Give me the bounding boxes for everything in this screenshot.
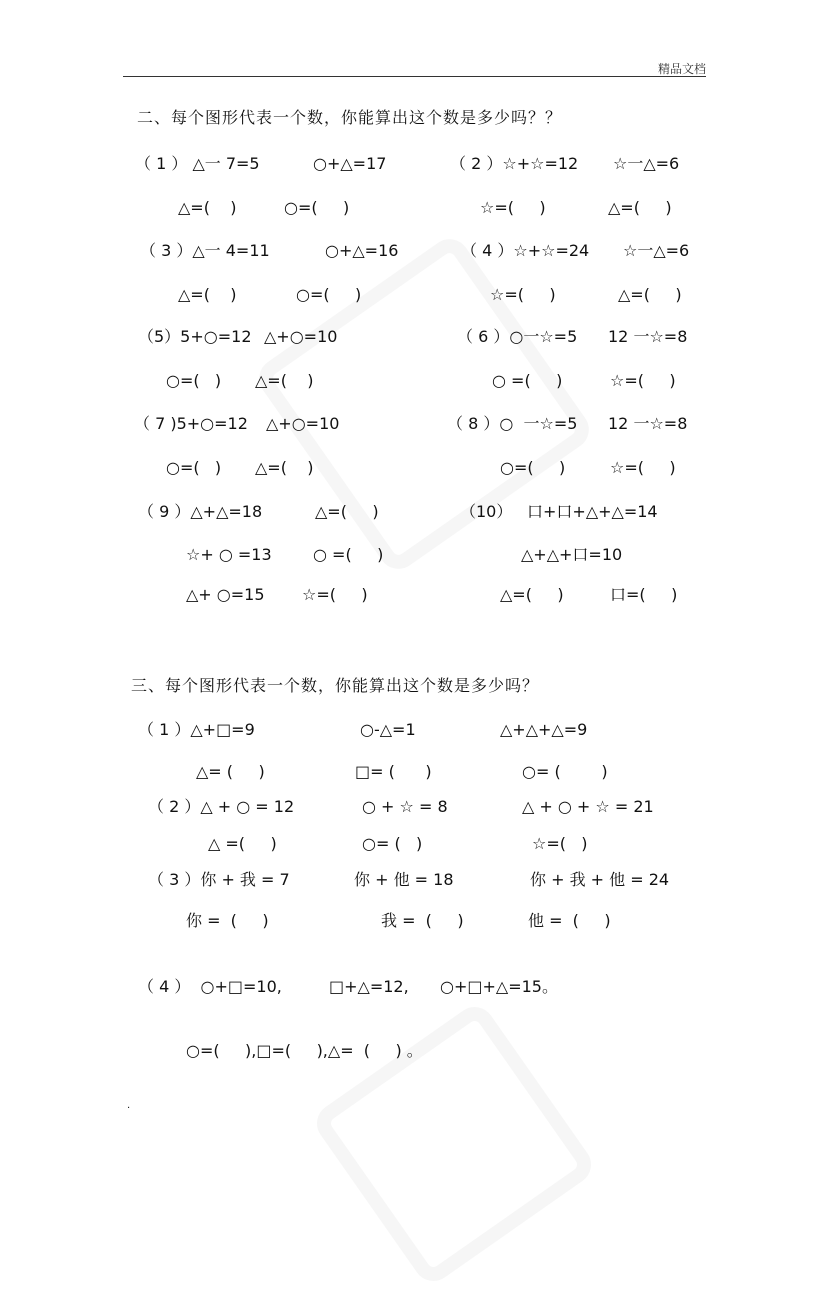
answer-line: ☆=( ) [490,285,556,304]
answer-line: ○ =( ) [313,545,384,564]
problem-line: □+△=12, [329,977,409,996]
problem-line: ○ + ☆ = 8 [362,797,448,816]
answer-line: △=( ) [178,285,237,304]
problem-line: （ 6 ）○一☆=5 [457,327,578,346]
problem-number: （10） [460,502,513,521]
problem-line: （ 3 ）你 + 我 = 7 [148,870,290,889]
problem-line: △+○=10 [264,327,338,346]
problem-line: ○+△=17 [313,154,387,173]
problem-line: 口+口+△+△=14 [527,502,658,521]
answer-line: △=( ) [255,458,314,477]
answer-line: ○= ( ) [362,834,423,853]
problem-line: △+○=10 [266,414,340,433]
problem-line: （ 4 ） ○+□=10, [138,977,282,996]
answer-line: ☆=( ) [610,458,676,477]
problem-line: （ 4 ）☆+☆=24 [461,241,590,260]
answer-line: △ =( ) [208,834,277,853]
problem-line: （ 2 ）☆+☆=12 [450,154,579,173]
problem-line: ○+□+△=15。 [440,977,558,996]
problem-line: 12 一☆=8 [608,327,688,346]
problem-line: （ 8 ）○ 一☆=5 [447,414,578,433]
problem-line: （ 1 ） △一 7=5 [135,154,260,173]
problem-line: （ 7 )5+○=12 [134,414,248,433]
problem-line: △ + ○ + ☆ = 21 [522,797,654,816]
answer-line: 你 = ( ) [186,911,269,930]
section3-heading: 三、每个图形代表一个数，你能算出这个数是多少吗？ [131,676,540,695]
answer-line: △=( ) [315,502,379,521]
problem-line: （ 1 ）△+□=9 [138,720,255,739]
answer-line: ○ =( ) [492,371,563,390]
problem-line: ○+△=16 [325,241,399,260]
problem-line: （ 9 ）△+△=18 [138,502,263,521]
problem-line: ○-△=1 [360,720,416,739]
answer-line: 他 = ( ) [528,911,611,930]
answer-line: △=( ) [255,371,314,390]
problem-line: （5）5+○=12 [138,327,252,346]
problem-line: ☆+ ○ =13 [186,545,272,564]
problem-line: 你 + 他 = 18 [354,870,454,889]
footer-dot: . [127,1100,131,1111]
header-title: 精品文档 [657,62,706,76]
section2-heading: 二、每个图形代表一个数，你能算出这个数是多少吗？？ [137,108,563,127]
answer-line: ○=( ) [166,371,222,390]
problem-line: 12 一☆=8 [608,414,688,433]
header-rule [123,76,706,77]
answer-line: △=( ) [178,198,237,217]
problem-line: （ 2 ）△ + ○ = 12 [148,797,295,816]
answer-line: ○= ( ) [522,762,608,781]
answer-line: ☆=( ) [532,834,588,853]
problem-line: 你 + 我 + 他 = 24 [530,870,670,889]
answer-line: ☆=( ) [302,585,368,604]
answer-line: ○=( ) [296,285,362,304]
answer-line: ☆=( ) [480,198,546,217]
problem-line: △+ ○=15 [186,585,265,604]
answer-line: △=( ) [618,285,682,304]
problem-line: △+△+口=10 [521,545,623,564]
problem-line: ☆一△=6 [613,154,680,173]
answer-line: ○=( ) [284,198,350,217]
answer-line: □= ( ) [355,762,432,781]
answer-line: 我 = ( ) [381,911,464,930]
answer-line: ○=( ) [500,458,566,477]
problem-line: （ 3 ）△一 4=11 [140,241,270,260]
problem-line: △+△+△=9 [500,720,588,739]
answer-line: ○=( ) [166,458,222,477]
answer-line: △=( ) [608,198,672,217]
problem-line: ☆一△=6 [623,241,690,260]
watermark-shape [251,231,596,576]
answer-line: △= ( ) [196,762,265,781]
answer-line: ☆=( ) [610,371,676,390]
answer-line: △=( ) [500,585,564,604]
answer-line: 口=( ) [610,585,678,604]
answer-line: ○=( ),□=( ),△= ( ) 。 [186,1041,423,1060]
